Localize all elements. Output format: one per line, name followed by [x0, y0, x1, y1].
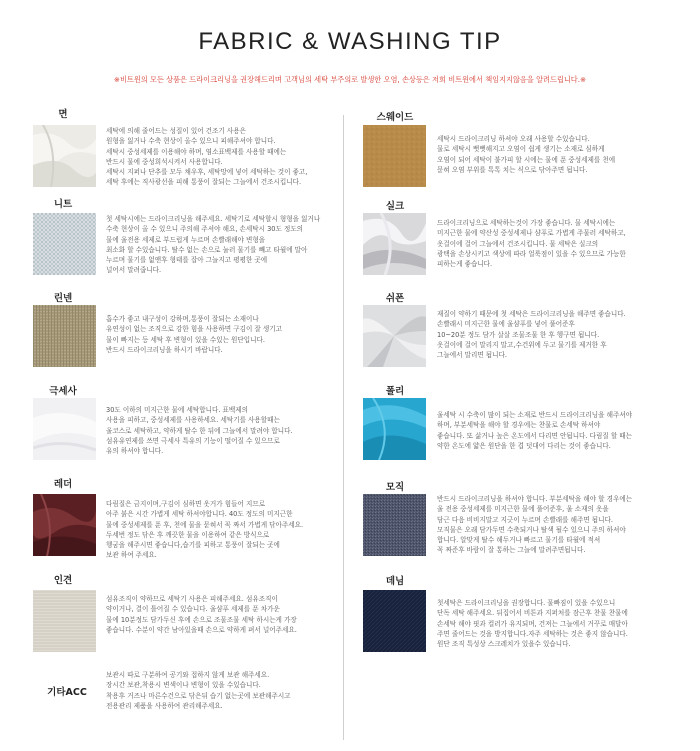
wool-swatch-image — [363, 494, 426, 556]
fabric-desc-leather: 다림질은 금지이며,구김이 심하면 옷거가 힘들어 지므로 아주 붉은 시간 가볍게 세탁 하셔야합니다. 40도 정도의 미지근한 물에 중성세제를 푼 후, 천에 물을 묻혀서 꼭 짜서 가볍게 닦아주세요. 두세번 정도 닦은 후 깨끗한 물을 이용하여 같은 방식으로 헹굼을 해주시면 좋습니다,습기를 피하고 통풍이 잘되는 곳에 보관 하여 주세요. — [106, 500, 304, 560]
page-title: FABRIC & WASHING TIP — [198, 28, 502, 55]
fabric-desc-silk: 드라이크리닝으로 세탁하는것이 가장 좋습니다. 물 세탁시에는 미지근한 물에 약산성 중성세제나 샴푸로 가볍게 주물러 세탁하고, 옷걸이에 걸어 그늘에서 건조시킵니다. 물 세탁은 실크의 광택을 손상시키고 색상에 따라 얼룩점이 있을 수 있으므로 가능한 피하는게 좋습니다. — [437, 219, 626, 269]
column-divider — [343, 115, 344, 740]
fabric-label-denim: 데님 — [385, 576, 405, 587]
rayon-swatch-image — [33, 590, 96, 652]
fabric-label-knit: 니트 — [53, 199, 73, 210]
leather-swatch-image — [33, 494, 96, 556]
dry-clean-notice: ※비트윈의 모든 상품은 드라이크리닝을 권장해드리며 고객님의 세탁 부주의로 발생한 오염, 손상등은 저희 비트윈에서 책임지지않음을 알려드립니다.※ — [113, 75, 587, 84]
fabric-desc-wool: 반드시 드라이크리닝을 하셔야 합니다. 부분세탁을 해야 할 경우에는 울 전용 중성세제를 미지근한 물에 풀어준후, 울 소재의 옷을 담근 다음 비비지말고 지긋이 누르며 손빨래를 해주면 됩니다. 모직물은 오래 담가두면 수축되거나 탈색 될수 있으니 주의 하셔야 합니다. 알맞게 탈수 해두거나 빠르고 물기를 타월에 적셔 꼭 짜준후 바람이 잘 통하는 그늘에 말려주면됩니다. — [437, 495, 633, 555]
chiffon-swatch-image — [363, 305, 426, 367]
fabric-desc-poly: 울세탁 시 수축이 많이 되는 소재로 반드시 드라이크리닝을 해주셔야 하며, 부분세탁을 해야 할 경우에는 찬물로 손세탁 하셔야 좋습니다. 또 삶거나 높은 온도에서 다리면 안됩니다. 다림질 할 때는 약한 온도에 얇은 원단을 한 겹 덧대어 다리는 것이 좋습니다. — [437, 411, 633, 450]
fabric-label-silk: 실크 — [385, 201, 405, 212]
linen-swatch-image — [33, 305, 96, 367]
fabric-desc-cotton: 세탁에 의해 줄어드는 성질이 있어 건조기 사용은 원형을 잃거나 수축 현상이 올수 있으니 피해주셔야 합니다. 세탁시 중성세제를 이용해야 하며, 염소표백제를 사용할 때에는 반드시 물에 중성희석시켜서 사용합니다. 세탁시 지퍼나 단추를 모두 채우후, 세탁망에 넣어 세탁하는 것이 좋고, 세탁 후에는 직사광선을 피해 통풍이 잘되는 그늘에서 건조시킵니다. — [106, 127, 308, 187]
fabric-label-leather: 레더 — [53, 479, 73, 490]
denim-swatch-image — [363, 590, 426, 652]
suede-swatch-image — [363, 125, 426, 187]
fabric-desc-knit: 첫 세탁시에는 드라이크리닝을 해주세요. 세탁기로 세탁할시 형형을 잃거나 수축 현상이 올 수 있으니 주의해 주셔야 해요, 손세탁시 30도 정도의 물에 울전용 세제로 부드럽게 누르며 손빨래해야 변형을 최소화 할 수있습니다. 탈수 없는 손으로 눌러 물기를 빼고 타월에 말아 누르며 물기를 없앤후 형태를 잡아 그늘지고 평평한 곳에 널어서 말려줍니다. — [106, 215, 321, 275]
fabric-label-suede: 스웨이드 — [376, 112, 414, 123]
silk-swatch-image — [363, 213, 426, 275]
fabric-label-linen: 린넨 — [53, 293, 73, 304]
fabric-desc-rayon: 섬유조직이 약하므로 세탁기 사용은 피해주세요. 섬유조직이 약이거나, 결이 틀어질 수 있습니다. 울샴푸 세제를 푼 차가운 물에 10분정도 담가두신 후에 손으로 조물조물 세탁 하시는게 가장 좋습니다. 수분이 약간 남아있을때 손으로 약하게 펴서 널어주세요. — [106, 595, 297, 634]
knit-swatch-image — [33, 213, 96, 275]
fabric-desc-denim: 첫세탁은 드라이크리닝을 권장합니다. 물빠짐이 있을 수있으니 단독 세탁 해주세요. 뒤집어서 비튼과 지퍼처를 잠근후 찬물 찬물에 손세탁 해야 핏과 컬러가 유지되며, 건져는 그늘에서 거꾸로 매달아 주면 줄어드는 것을 방지합니다.자주 세탁하는 것은 좋지 않습니다. 원단 조직 특성상 스크레치가 있을수 있습니다. — [437, 599, 628, 649]
fabric-label-acc: 기타ACC — [47, 687, 87, 698]
fabric-label-poly: 폴리 — [385, 386, 405, 397]
fabric-label-cotton: 면 — [58, 109, 68, 120]
microfiber-swatch-image — [33, 398, 96, 460]
fabric-label-wool: 모직 — [385, 482, 405, 493]
fabric-label-microfiber: 극세사 — [49, 386, 77, 397]
cotton-swatch-image — [33, 125, 96, 187]
fabric-desc-suede: 세탁시 드라이크리닝 하셔야 오래 사용할 수있습니다. 물로 세탁시 뻣뻣해지고 오염이 쉽게 생기는 소재로 심하게 오염이 되어 세탁이 불가피 할 시에는 물에 푼 중성세제를 천에 묻혀 오염 부위를 톡톡 치는 식으로 닦아주면 됩니다. — [437, 135, 616, 174]
fabric-label-chiffon: 쉬폰 — [385, 293, 405, 304]
fabric-label-rayon: 인견 — [53, 575, 73, 586]
fabric-desc-acc: 보관시 따로 구분하여 공기와 접하지 않게 보관 해주세요. 장시간 보관,착용시 변색이나 변형이 있을 수있습니다. 착용후 거즈나 마른수건으로 닦은뒤 습기 없는곳에 보관해주시고 전용관리 제품을 사용하여 관리해주세요. — [106, 671, 291, 710]
fabric-desc-chiffon: 재질이 약하기 때문에 첫 세탁은 드라이크리닝을 해주면 좋습니다. 손빨래시 미지근한 물에 울샴푸를 넣어 풀어준후 10~20분 정도 담가 살살 조물조물 한 후 헹구면 됩니다. 옷걸이에 걸어 말리지 말고,수건위에 두고 물기를 제거한 후 그늘에서 말리면 됩니다. — [437, 310, 626, 360]
fabric-desc-microfiber: 30도 이하의 미지근한 물에 세탁합니다. 표백제의 사용을 피하고, 중성세제를 사용하세요. 세탁기를 사용할때는 울코스로 세탁하고, 약하게 탈수 한 뒤에 그늘에서 말려야 합니다. 섬유유연제를 쓰면 극세사 특유의 기능이 떨어질 수 있으므로 유의 하셔야 합니다. — [106, 406, 293, 456]
fabric-desc-linen: 흡수가 좋고 내구성이 강하며,통풍이 잘되는 소재이나 유연성이 없는 조직으로 강한 힘을 사용하면 구김이 잘 생기고 물이 빠지는 등 세탁 후 변형이 있을 수있는 원단입니다. 반드시 드라이크리닝을 하시기 바랍니다. — [106, 315, 283, 354]
poly-swatch-image — [363, 398, 426, 460]
